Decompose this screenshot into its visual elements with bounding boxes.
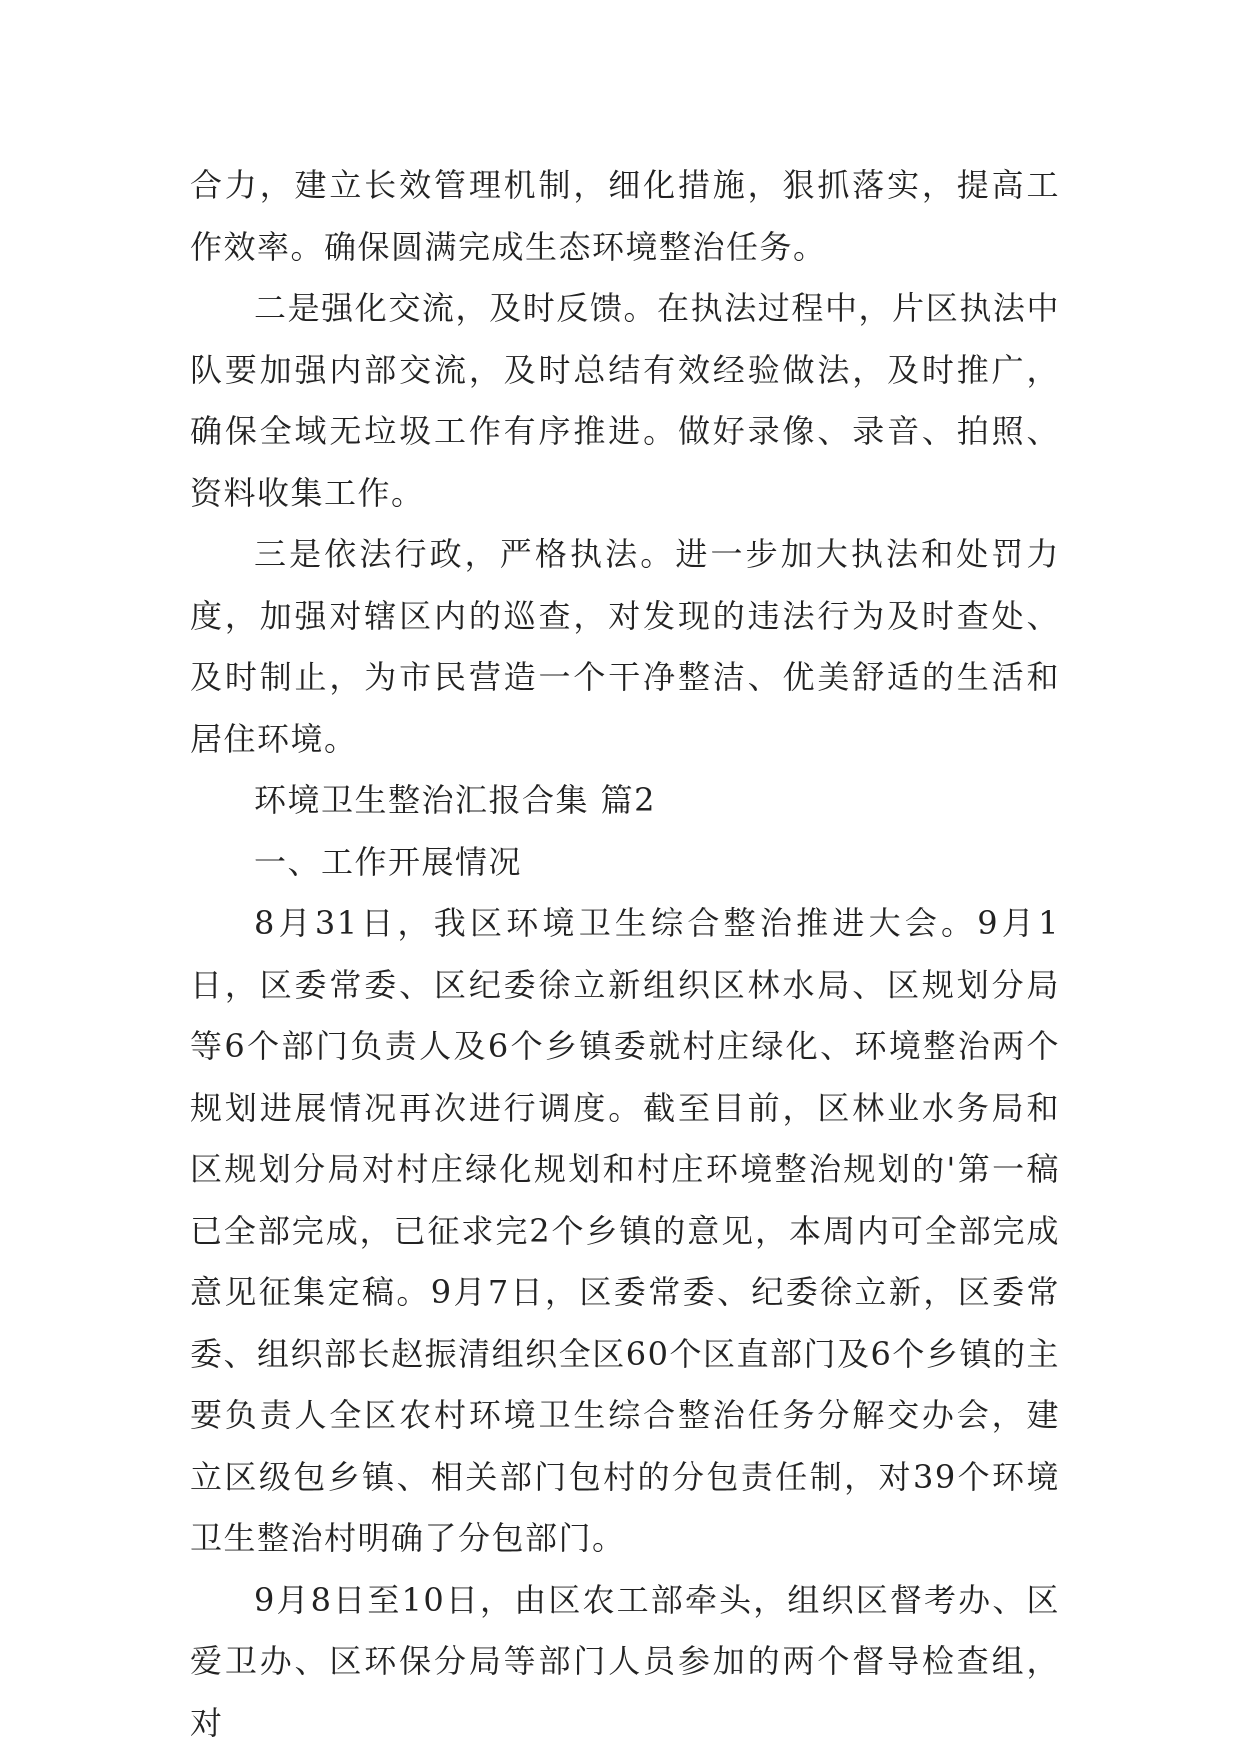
paragraph-point-two: 二是强化交流，及时反馈。在执法过程中，片区执法中队要加强内部交流，及时总结有效经验做法，及时推广，确保全域无垃圾工作有序推进。做好录像、录音、拍照、资料收集工作。 [190, 289, 1060, 512]
section-heading-work-status: 一、工作开展情况 [254, 842, 523, 881]
paragraph-point-three: 三是依法行政，严格执法。进一步加大执法和处罚力度，加强对辖区内的巡查，对发现的违法行为及时查处、及时制止，为市民营造一个干净整洁、优美舒适的生活和居住环境。 [190, 535, 1060, 758]
paragraph-september-inspection: 9月8日至10日，由区农工部牵头，组织区督考办、区爱卫办、区环保分局等部门人员参加的两个督导检查组，对 [190, 1580, 1060, 1742]
paragraph-continuation: 合力，建立长效管理机制，细化措施，狠抓落实，提高工作效率。确保圆满完成生态环境整治任务。 [190, 166, 1060, 266]
paragraph-august-progress: 8月31日，我区环境卫生综合整治推进大会。9月1日，区委常委、区纪委徐立新组织区林水局、区规划分局等6个部门负责人及6个乡镇委就村庄绿化、环境整治两个规划进展情况再次进行调度。截至目前，区林业水务局和区规划分局对村庄绿化规划和村庄环境整治规划的'第一稿已全部完成，已征求完2个乡镇的意见，本周内可全部完成意见征集定稿。9月7日，区委常委、纪委徐立新，区委常委、组织部长赵振清组织全区60个区直部门及6个乡镇的主要负责人全区农村环境卫生综合整治任务分解交办会，建立区级包乡镇、相关部门包村的分包责任制，对39个环境卫生整治村明确了分包部门。 [190, 904, 1060, 1557]
section-title: 环境卫生整治汇报合集 篇2 [254, 781, 657, 819]
document-body [190, 155, 1060, 1754]
